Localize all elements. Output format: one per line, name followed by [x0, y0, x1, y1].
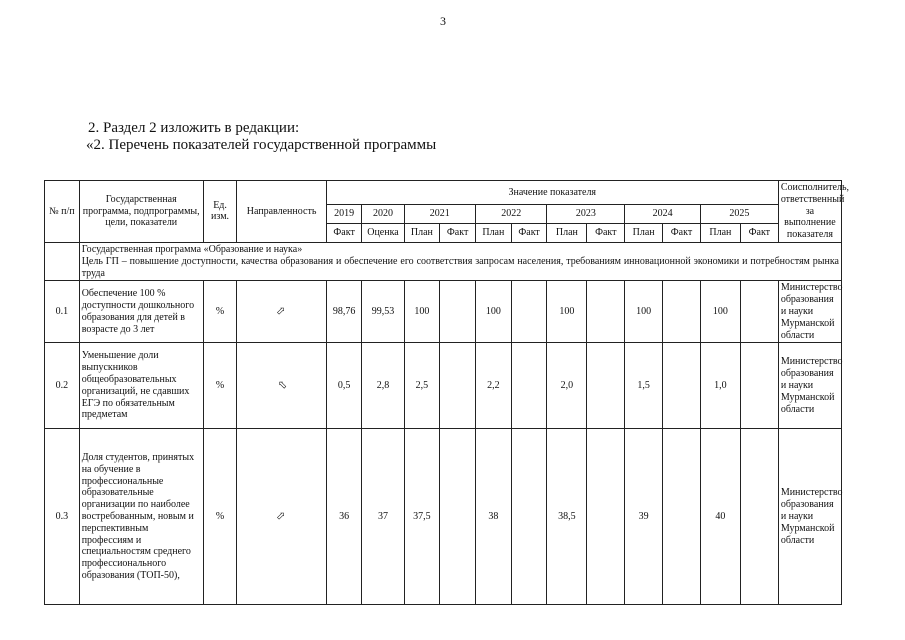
year-2021: 2021	[404, 204, 475, 223]
subheader-cell: План	[475, 223, 511, 242]
table-row	[45, 429, 842, 605]
subheader-cell: План	[547, 223, 587, 242]
subheader-cell: План	[700, 223, 740, 242]
row-name: Уменьшение доли выпускников общеобразовательных организаций, не сдавших ЕГЭ по обязательным предметам	[79, 343, 203, 429]
row-num: 0.2	[45, 343, 80, 429]
value-cell	[663, 343, 701, 429]
subheader-cell: Факт	[440, 223, 476, 242]
subheader-cell: Факт	[587, 223, 625, 242]
value-cell	[740, 343, 778, 429]
value-cell: 1,5	[625, 343, 663, 429]
value-cell: 100	[404, 281, 440, 343]
row-unit: %	[203, 281, 237, 343]
value-cell: 2,8	[362, 343, 404, 429]
year-2024: 2024	[625, 204, 701, 223]
value-cell: 38	[475, 429, 511, 605]
subheader-cell: Факт	[511, 223, 547, 242]
value-cell	[440, 343, 476, 429]
value-cell: 100	[625, 281, 663, 343]
value-cell	[663, 429, 701, 605]
header-direction: Направленность	[237, 181, 326, 243]
value-cell	[511, 281, 547, 343]
row-name: Обеспечение 100 % доступности дошкольного образования для детей в возрасте до 3 лет	[79, 281, 203, 343]
value-cell	[663, 281, 701, 343]
value-cell	[587, 343, 625, 429]
year-2025: 2025	[700, 204, 778, 223]
value-cell	[587, 429, 625, 605]
row-responsible: Министерство образования и науки Мурманской области	[778, 429, 841, 605]
program-row-empty	[45, 242, 80, 280]
program-cell	[79, 242, 841, 280]
header-responsible: Соисполнитель, ответственный за выполнение показателя	[778, 181, 841, 243]
row-direction	[237, 429, 326, 605]
row-direction	[237, 281, 326, 343]
header-name: Государственная программа, подпрограммы, цели, показатели	[79, 181, 203, 243]
value-cell: 39	[625, 429, 663, 605]
subheader-cell: Оценка	[362, 223, 404, 242]
value-cell: 100	[547, 281, 587, 343]
value-cell: 2,2	[475, 343, 511, 429]
value-cell: 37	[362, 429, 404, 605]
page-number: 3	[440, 14, 446, 28]
value-cell	[440, 281, 476, 343]
arrow-up-icon: ⇨	[273, 304, 289, 320]
value-cell	[440, 429, 476, 605]
row-num: 0.1	[45, 281, 80, 343]
subheader-cell: Факт	[663, 223, 701, 242]
value-cell: 0,5	[326, 343, 362, 429]
program-goal: Цель ГП – повышение доступности, качества образования и обеспечение его соответствия запросам населения, требованиям инновационной экономики и потребностям рынка труда	[81, 255, 839, 279]
header-unit: Ед. изм.	[203, 181, 237, 243]
row-num: 0.3	[45, 429, 80, 605]
value-cell: 98,76	[326, 281, 362, 343]
value-cell	[587, 281, 625, 343]
value-cell: 99,53	[362, 281, 404, 343]
value-cell: 37,5	[404, 429, 440, 605]
value-cell	[740, 281, 778, 343]
row-responsible: Министерство образования и науки Мурманской области	[778, 343, 841, 429]
program-title: Государственная программа «Образование и наука»	[81, 243, 303, 255]
arrow-down-icon: ⇦	[274, 378, 290, 394]
table-row	[45, 281, 842, 343]
row-direction	[237, 343, 326, 429]
value-cell: 40	[700, 429, 740, 605]
header-num: № п/п	[45, 181, 80, 243]
section-instruction: 2. Раздел 2 изложить в редакции:	[88, 120, 300, 136]
subheader-cell: Факт	[326, 223, 362, 242]
year-2019: 2019	[326, 204, 362, 223]
value-cell	[511, 343, 547, 429]
row-unit: %	[203, 429, 237, 605]
row-unit: %	[203, 343, 237, 429]
subheader-cell: Факт	[740, 223, 778, 242]
value-cell	[511, 429, 547, 605]
value-cell: 38,5	[547, 429, 587, 605]
value-cell: 2,0	[547, 343, 587, 429]
indicators-table	[44, 180, 850, 605]
row-name: Доля студентов, принятых на обучение в профессиональные образовательные организации по наиболее востребованным, новым и перспективным профессиям и специальностям среднего профессионального образования (ТОП-50),	[79, 429, 203, 605]
value-cell: 100	[700, 281, 740, 343]
value-cell: 2,5	[404, 343, 440, 429]
value-cell: 1,0	[700, 343, 740, 429]
subheader-cell: План	[404, 223, 440, 242]
year-2022: 2022	[475, 204, 546, 223]
value-cell: 36	[326, 429, 362, 605]
header-values-group: Значение показателя	[326, 181, 778, 205]
value-cell: 100	[475, 281, 511, 343]
table-row	[45, 343, 842, 429]
subheader-cell: План	[625, 223, 663, 242]
row-responsible: Министерство образования и науки Мурманской области	[778, 281, 841, 343]
section-title: «2. Перечень показателей государственной программы	[86, 137, 437, 153]
arrow-up-icon: ⇨	[273, 509, 289, 525]
year-2020: 2020	[362, 204, 404, 223]
year-2023: 2023	[547, 204, 625, 223]
value-cell	[740, 429, 778, 605]
